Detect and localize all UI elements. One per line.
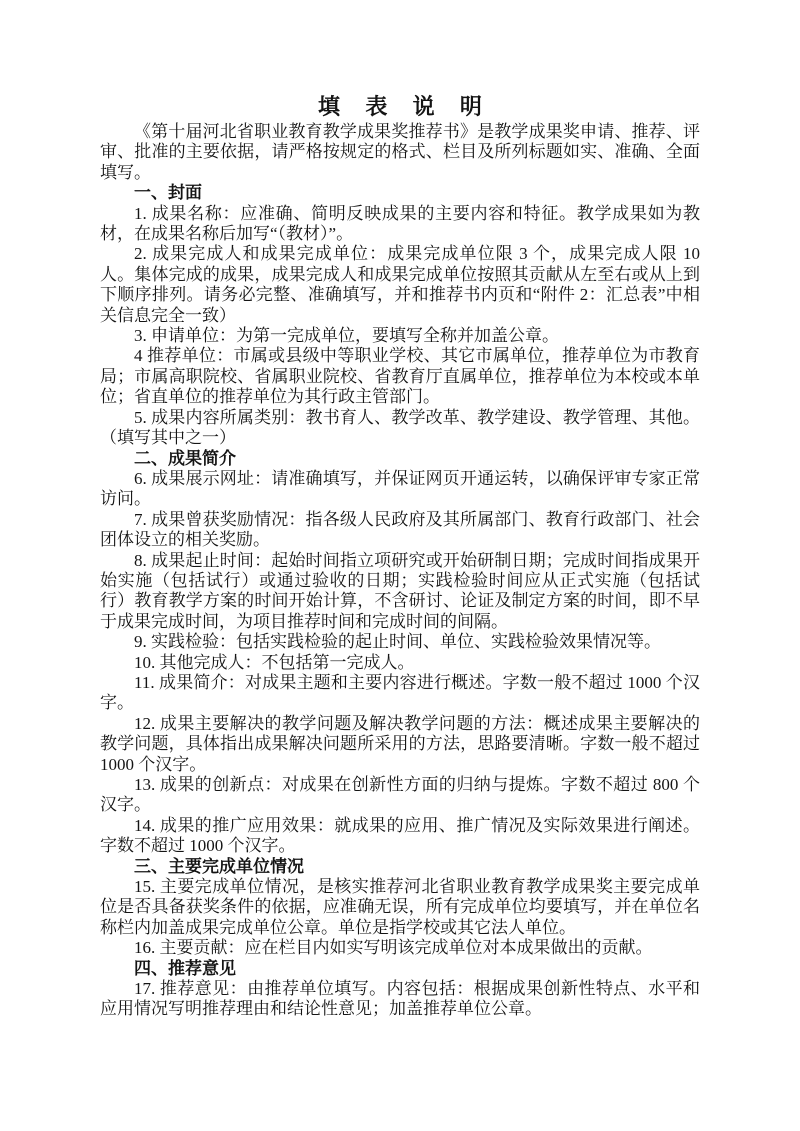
body-paragraph: 5. 成果内容所属类别：教书育人、教学改革、教学建设、教学管理、其他。（填写其中之一） xyxy=(100,407,700,448)
body-paragraph: 17. 推荐意见：由推荐单位填写。内容包括：根据成果创新性特点、水平和应用情况写明推荐理由和结论性意见；加盖推荐单位公章。 xyxy=(100,979,700,1019)
body-paragraph: 1. 成果名称：应准确、简明反映成果的主要内容和特征。教学成果如为教材，在成果名称后加写“（教材）”。 xyxy=(100,203,700,244)
body-paragraph: 12. 成果主要解决的教学问题及解决教学问题的方法：概述成果主要解决的教学问题，具体指出成果解决问题所采用的方法，思路要清晰。字数一般不超过 1000 个汉字。 xyxy=(100,713,700,774)
body-paragraph: 6. 成果展示网址：请准确填写，并保证网页开通运转，以确保评审专家正常访问。 xyxy=(100,468,700,509)
section-heading: 一、封面 xyxy=(134,183,202,203)
section-heading: 四、推荐意见 xyxy=(134,958,236,978)
body-paragraph: 9. 实践检验：包括实践检验的起止时间、单位、实践检验效果情况等。 xyxy=(134,632,661,652)
body-paragraph: 7. 成果曾获奖励情况：指各级人民政府及其所属部门、教育行政部门、社会团体设立的相关奖励。 xyxy=(100,509,700,550)
section-heading: 二、成果简介 xyxy=(134,448,236,468)
body-paragraph: 13. 成果的创新点：对成果在创新性方面的归纳与提炼。字数不超过 800 个汉字。 xyxy=(100,775,700,815)
body-paragraph: 《第十届河北省职业教育教学成果奖推荐书》是教学成果奖申请、推荐、评审、批准的主要依据，请严格按规定的格式、栏目及所列标题如实、准确、全面填写。 xyxy=(100,122,700,182)
body-paragraph: 10. 其他完成人：不包括第一完成人。 xyxy=(134,652,415,672)
body-paragraph: 16. 主要贡献：应在栏目内如实写明该完成单位对本成果做出的贡献。 xyxy=(134,938,653,958)
body-paragraph: 15. 主要完成单位情况，是核实推荐河北省职业教育教学成果奖主要完成单位是否具备获奖条件的依据，应准确无误，所有完成单位均要填写，并在单位名称栏内加盖成果完成单位公章。单位是指学校或其它法人单位。 xyxy=(100,877,700,937)
body-paragraph: 2. 成果完成人和成果完成单位：成果完成单位限 3 个，成果完成人限 10 人。集体完成的成果，成果完成人和成果完成单位按照其贡献从左至右或从上到下顺序排列。请务必完整、准确填写，并和推荐书内页和“附件 2：汇总表”中相关信息完全一致） xyxy=(100,244,700,325)
body-paragraph: 8. 成果起止时间：起始时间指立项研究或开始研制日期；完成时间指成果开始实施（包括试行）或通过验收的日期；实践检验时间应从正式实施（包括试行）教育教学方案的时间开始计算，不含研讨、论证及制定方案的时间，即不早于成果完成时间，为项目推荐时间和完成时间的间隔。 xyxy=(100,550,700,631)
body-paragraph: 3. 申请单位：为第一完成单位，要填写全称并加盖公章。 xyxy=(134,326,559,346)
body-paragraph: 4 推荐单位：市属或县级中等职业学校、其它市属单位，推荐单位为市教育局；市属高职院校、省属职业院校、省教育厅直属单位，推荐单位为本校或本单位；省直单位的推荐单位为其行政主管部门。 xyxy=(100,346,700,407)
section-heading: 三、主要完成单位情况 xyxy=(134,856,304,876)
document-body xyxy=(100,122,700,1020)
document-title: 填 表 说 明 xyxy=(318,94,492,119)
body-paragraph: 11. 成果简介：对成果主题和主要内容进行概述。字数一般不超过 1000 个汉字。 xyxy=(100,672,700,713)
body-paragraph: 14. 成果的推广应用效果：就成果的应用、推广情况及实际效果进行阐述。字数不超过 1000 个汉字。 xyxy=(100,815,700,856)
